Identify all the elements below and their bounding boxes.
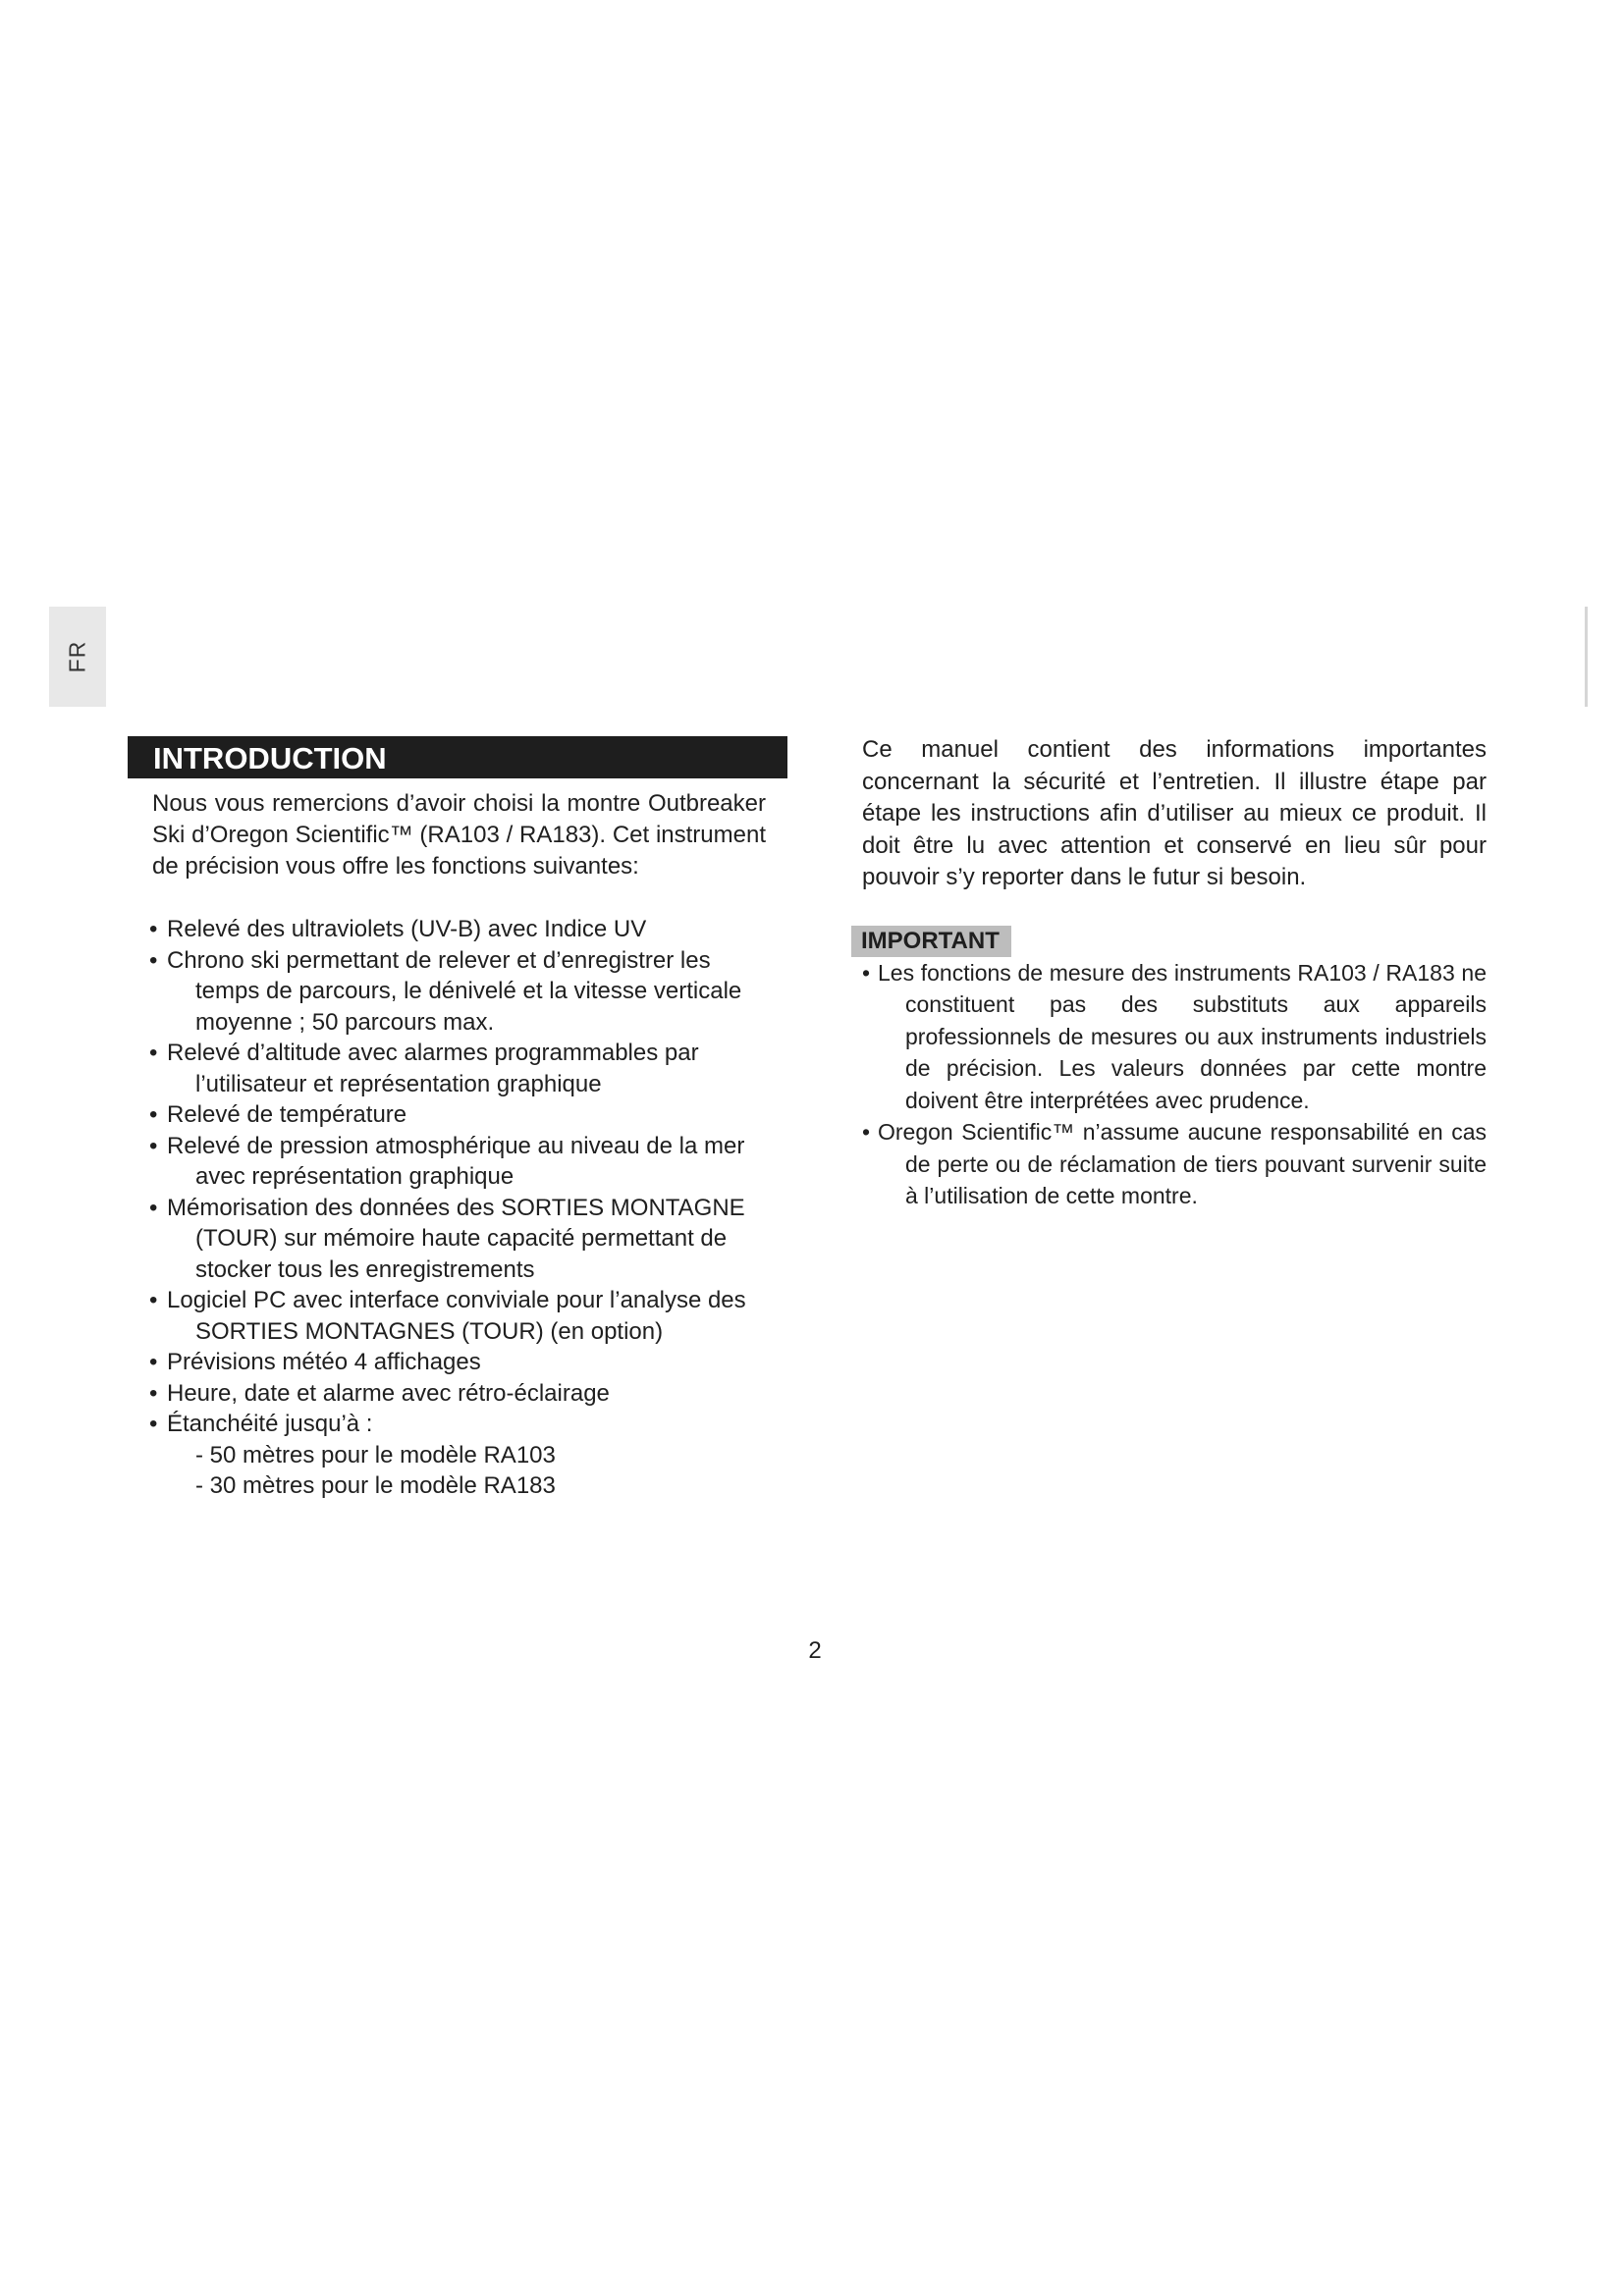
list-item: • Relevé des ultraviolets (UV-B) avec Indice UV — [149, 916, 647, 942]
list-item: • Relevé d’altitude avec alarmes programmables par l’utilisateur et représentation graphique — [149, 1040, 699, 1097]
list-item: • Chrono ski permettant de relever et d’enregistrer les temps de parcours, le dénivelé et la vitesse verticale moyenne ; 50 parcours max. — [149, 946, 742, 1036]
page-edge-divider — [1585, 607, 1588, 707]
sub-list-item: - 30 mètres pour le modèle RA183 — [195, 1472, 556, 1499]
waterproof-sublist — [195, 1440, 768, 1502]
intro-paragraph: Nous vous remercions d’avoir choisi la montre Outbreaker Ski d’Oregon Scientific™ (RA103 / RA183). Cet instrument de précision vous offre les fonctions suivantes: — [152, 790, 766, 880]
introduction-section — [128, 736, 787, 1502]
list-item: • Logiciel PC avec interface conviviale pour l’analyse des SORTIES MONTAGNES (TOUR) (en option) — [149, 1287, 746, 1345]
list-item: • Étanchéité jusqu’à : - 50 mètres pour le modèle RA103 - 30 mètres pour le modèle RA183 — [149, 1409, 768, 1502]
page-number: 2 — [808, 1637, 822, 1664]
list-item: • Les fonctions de mesure des instruments RA103 / RA183 ne constituent pas des substituts aux appareils professionnels de mesures ou aux instruments industriels de précision. Les valeurs données par cette montre doivent être interprétées avec prudence. — [862, 959, 1487, 1113]
list-item: • Relevé de température — [149, 1101, 407, 1128]
list-item: • Relevé de pression atmosphérique au niveau de la mer avec représentation graphique — [149, 1132, 745, 1190]
important-list — [862, 957, 1487, 1212]
section-title: INTRODUCTION — [128, 736, 787, 778]
important-section — [862, 734, 1487, 1212]
manual-paragraph: Ce manuel contient des informations importantes concernant la sécurité et l’entretien. Il illustre étape par étape les instructions afin d’utiliser au mieux ce produit. Il doit être lu avec attention et conservé en lieu sûr pour pouvoir s’y reporter dans le futur si besoin. — [862, 736, 1487, 890]
language-tab — [49, 607, 106, 707]
list-item: • Oregon Scientific™ n’assume aucune responsabilité en cas de perte ou de réclamation de tiers pouvant survenir suite à l’utilisation de cette montre. — [862, 1119, 1487, 1208]
sub-list-item: - 50 mètres pour le modèle RA103 — [195, 1441, 556, 1468]
list-item: • Mémorisation des données des SORTIES MONTAGNE (TOUR) sur mémoire haute capacité permettant de stocker tous les enregistrements — [149, 1194, 745, 1283]
list-item: • Heure, date et alarme avec rétro-éclairage — [149, 1379, 610, 1407]
important-heading: IMPORTANT — [851, 926, 1011, 957]
feature-list — [149, 914, 768, 1502]
language-label: FR — [64, 640, 90, 673]
list-item: • Prévisions météo 4 affichages — [149, 1349, 481, 1375]
